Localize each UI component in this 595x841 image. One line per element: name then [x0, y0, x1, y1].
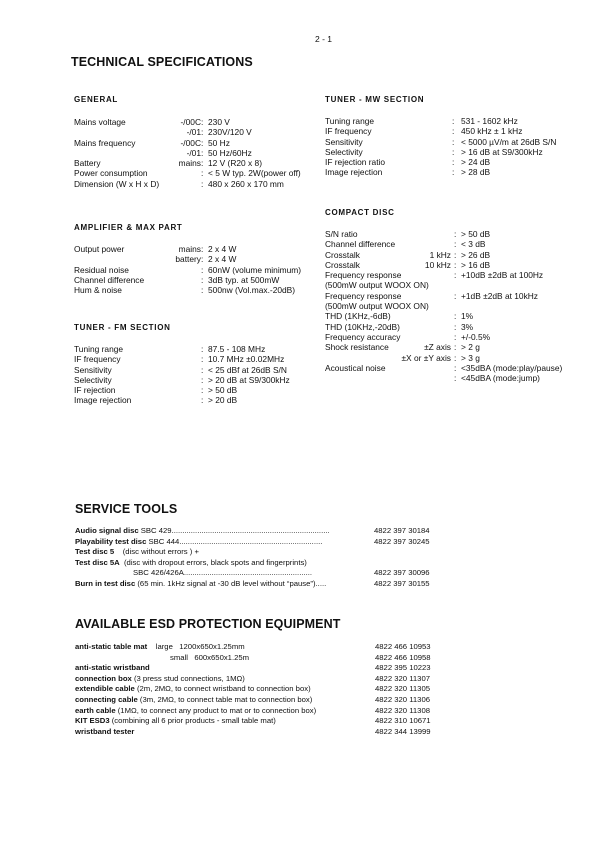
spec-colon: : [201, 137, 204, 148]
amplifier-heading: AMPLIFIER & MAX PART [74, 223, 183, 232]
spec-label: IF frequency [325, 126, 372, 137]
spec-value: 3dB typ. at 500mW [208, 274, 280, 285]
spec-label: IF rejection ratio [325, 157, 386, 168]
spec-value: > 50 dB [461, 229, 491, 239]
esd-description [75, 716, 276, 727]
spec-colon: : [201, 117, 204, 127]
spec-row [325, 353, 575, 363]
spec-label: Power consumption [74, 168, 148, 179]
spec-row [74, 385, 314, 395]
esd-code: 4822 320 11306 [375, 694, 431, 704]
spec-colon: : [454, 229, 457, 239]
esd-description [75, 642, 245, 653]
spec-label: Output power [74, 244, 125, 254]
spec-label: Sensitivity [325, 136, 363, 147]
spec-row [74, 254, 314, 264]
spec-row [74, 138, 314, 148]
spec-colon: : [201, 344, 204, 354]
spec-sub-label: -/00C [180, 137, 201, 148]
spec-value: < 25 dBf at 26dB S/N [208, 364, 287, 375]
spec-value: > 24 dB [461, 157, 491, 168]
spec-row [74, 168, 314, 178]
spec-sub-label: -/01 [186, 127, 201, 138]
spec-row [74, 365, 314, 375]
service-tool-detail: (65 min. 1kHz signal at -30 dB level without “pause”) [135, 578, 316, 588]
page-number: 2 - 1 [315, 34, 333, 44]
esd-description [75, 684, 311, 695]
spec-label: S/N ratio [325, 229, 358, 239]
general-heading: GENERAL [74, 95, 119, 104]
spec-value: 2 x 4 W [208, 254, 237, 265]
esd-description [75, 674, 245, 685]
spec-row [325, 260, 575, 270]
spec-sub-label: ±X or ±Y axis [401, 352, 451, 363]
spec-row [74, 265, 314, 275]
esd-list [75, 642, 545, 737]
spec-label: THD (1KHz,-6dB) [325, 311, 391, 322]
spec-colon: : [454, 239, 457, 250]
spec-label: IF frequency [74, 354, 121, 365]
spec-sub-label: ±Z axis [424, 342, 451, 353]
spec-value: > 3 g [461, 352, 480, 363]
spec-label: Channel difference [325, 239, 396, 250]
spec-colon: : [201, 274, 204, 285]
spec-row [325, 342, 575, 352]
spec-label: Acoustical noise [325, 362, 386, 373]
service-tool-detail: (disc without errors ) + [114, 547, 199, 557]
spec-sub-label: -/01 [186, 147, 201, 158]
spec-colon: : [454, 311, 457, 322]
spec-value: 10.7 MHz ±0.02MHz [208, 354, 285, 365]
spec-label: Image rejection [74, 395, 132, 406]
spec-row [325, 363, 575, 373]
esd-code: 4822 466 10953 [375, 642, 431, 651]
spec-sub-label: -/00C [180, 117, 201, 127]
spec-colon: : [201, 147, 204, 158]
spec-value: 531 - 1602 kHz [461, 116, 518, 126]
service-tool-description [75, 558, 307, 569]
spec-row [74, 285, 314, 295]
esd-description [75, 706, 316, 717]
spec-colon: : [452, 116, 455, 126]
esd-item [75, 642, 545, 653]
spec-row [74, 395, 314, 405]
service-tool-description [75, 547, 199, 558]
spec-value: 500nw (Vol.max.-20dB) [208, 285, 296, 296]
tuner-fm-spec-table [74, 344, 314, 406]
spec-row [74, 244, 314, 254]
service-tool-code: 4822 397 30096 [374, 568, 430, 578]
spec-colon: : [454, 249, 457, 260]
spec-value: > 16 dB at S9/300kHz [461, 146, 543, 157]
spec-value: 480 x 260 x 170 mm [208, 178, 284, 189]
spec-row [325, 291, 575, 301]
spec-value: <45dBA (mode:jump) [461, 373, 540, 384]
spec-colon: : [454, 321, 457, 332]
spec-sub-label: battery [175, 254, 201, 265]
esd-name: earth cable [75, 705, 116, 715]
spec-label: Shock resistance [325, 342, 389, 353]
spec-label: Tuning range [325, 116, 375, 126]
spec-value: 1% [461, 311, 474, 322]
service-tool-description [133, 568, 312, 579]
spec-sub-label: 10 kHz [424, 259, 451, 270]
spec-row [74, 375, 314, 385]
spec-colon: : [201, 385, 204, 396]
compact-disc-heading: COMPACT DISC [325, 208, 395, 217]
spec-label: Mains frequency [74, 137, 136, 148]
spec-row [325, 270, 575, 280]
spec-value: 50 Hz [208, 137, 230, 148]
service-tool-name: Test disc 5 [75, 547, 115, 557]
spec-row [325, 167, 575, 177]
spec-colon: : [201, 127, 204, 138]
esd-item [75, 653, 545, 664]
spec-row [325, 229, 575, 239]
spec-label: Frequency response [325, 270, 402, 281]
spec-row [325, 280, 575, 290]
spec-row [325, 137, 575, 147]
spec-colon: : [201, 285, 204, 296]
service-tool-code: 4822 397 30155 [374, 578, 430, 588]
spec-row [74, 127, 314, 137]
esd-item [75, 716, 545, 727]
esd-item [75, 674, 545, 685]
spec-label: Residual noise [74, 264, 129, 275]
spec-value: > 2 g [461, 342, 480, 353]
spec-row [325, 301, 575, 311]
esd-description [75, 695, 312, 706]
spec-value: 230V/120 V [208, 127, 252, 138]
spec-row [325, 250, 575, 260]
service-tool-detail: SBC 429 [138, 526, 172, 535]
compact-disc-spec-table [325, 229, 575, 383]
esd-name: connection box [75, 673, 132, 683]
esd-description [75, 727, 134, 738]
esd-code: 4822 320 11307 [375, 673, 431, 683]
spec-colon: : [201, 354, 204, 365]
esd-item [75, 695, 545, 706]
spec-value: 3% [461, 321, 474, 332]
esd-item [75, 706, 545, 717]
spec-value: < 5 W typ. 2W(power off) [208, 168, 301, 179]
spec-row [74, 148, 314, 158]
spec-colon: : [454, 362, 457, 373]
spec-value: > 50 dB [208, 385, 238, 396]
esd-name: KIT ESD3 [75, 716, 110, 726]
spec-colon: : [452, 146, 455, 157]
service-tool-name: Audio signal disc [75, 526, 139, 535]
spec-sub-label: 1 kHz [429, 249, 451, 260]
general-spec-table [74, 117, 314, 189]
spec-label: Crosstalk [325, 259, 360, 270]
service-tool-description [75, 537, 322, 548]
spec-value: 87.5 - 108 MHz [208, 344, 266, 354]
spec-row [325, 373, 575, 383]
spec-sub-label: mains [178, 244, 201, 254]
esd-name: connecting cable [75, 694, 138, 704]
spec-value: +1dB ±2dB at 10kHz [461, 290, 538, 301]
service-tools-list [75, 526, 545, 590]
spec-value: 450 kHz ± 1 kHz [461, 126, 523, 137]
leader-dots: .......................................................................... [171, 526, 330, 535]
spec-value: <35dBA (mode:play/pause) [461, 362, 563, 373]
service-tool-name: Burn in test disc [75, 578, 136, 588]
spec-label: THD (10KHz,-20dB) [325, 321, 400, 332]
spec-row [325, 322, 575, 332]
service-tool-item [75, 558, 545, 569]
spec-value: 12 V (R20 x 8) [208, 158, 262, 169]
esd-description [170, 653, 249, 664]
spec-value: < 5000 µV/m at 26dB S/N [461, 136, 557, 147]
spec-colon: : [454, 331, 457, 342]
page-title: TECHNICAL SPECIFICATIONS [71, 55, 253, 69]
spec-value: > 20 dB at S9/300kHz [208, 374, 290, 385]
spec-row [325, 239, 575, 249]
spec-label: Image rejection [325, 167, 383, 178]
spec-row [325, 332, 575, 342]
esd-detail: (combining all 6 prior products - small table mat) [109, 716, 276, 726]
spec-colon: : [201, 244, 204, 254]
esd-name: anti-static wristband [75, 663, 150, 673]
esd-detail: large 1200x650x1.25mm [147, 642, 245, 651]
spec-label: Frequency accuracy [325, 331, 401, 342]
service-tool-item [75, 526, 545, 537]
service-tools-heading: SERVICE TOOLS [75, 502, 178, 516]
spec-colon: : [201, 254, 204, 265]
esd-name: anti-static table mat [75, 642, 148, 651]
service-tool-name: Playability test disc [75, 536, 147, 546]
spec-row [74, 344, 314, 354]
spec-colon: : [454, 270, 457, 281]
spec-label: Selectivity [74, 374, 112, 385]
leader-dots: ..... [315, 578, 327, 588]
service-tool-description [75, 579, 326, 590]
spec-row [325, 311, 575, 321]
esd-description [75, 663, 150, 674]
esd-name: extendible cable [75, 684, 135, 694]
spec-value: > 16 dB [461, 259, 491, 270]
spec-colon: : [201, 264, 204, 275]
spec-value: > 28 dB [461, 167, 491, 178]
tuner-mw-spec-table [325, 116, 575, 178]
esd-code: 4822 466 10958 [375, 652, 431, 662]
spec-row [74, 158, 314, 168]
spec-label: Frequency response [325, 290, 402, 301]
esd-detail: (3m, 2MΩ, to connect table mat to connection box) [137, 694, 313, 704]
leader-dots: ............................................................ [183, 568, 313, 578]
leader-dots: ................................................................... [179, 536, 323, 546]
esd-detail: (3 press stud connections, 1MΩ) [131, 673, 245, 683]
spec-value: 60nW (volume minimum) [208, 264, 302, 275]
esd-code: 4822 320 11308 [375, 705, 431, 715]
service-tool-detail: (disc with dropout errors, black spots and fingerprints) [119, 557, 307, 567]
spec-colon: : [452, 157, 455, 168]
esd-detail: (1MΩ, to connect any product to mat or to connection box) [115, 705, 317, 715]
esd-heading: AVAILABLE ESD PROTECTION EQUIPMENT [75, 617, 341, 631]
esd-item [75, 684, 545, 695]
esd-code: 4822 344 13999 [375, 726, 431, 736]
esd-item [75, 727, 545, 738]
esd-detail: (2m, 2MΩ, to connect wristband to connection box) [134, 684, 311, 694]
spec-label: Dimension (W x H x D) [74, 178, 160, 189]
spec-colon: : [454, 290, 457, 301]
spec-colon: : [454, 373, 457, 384]
esd-name: wristband tester [75, 726, 135, 736]
service-tool-item [75, 537, 545, 548]
spec-colon: : [452, 136, 455, 147]
spec-colon: : [454, 342, 457, 353]
spec-label: Hum & noise [74, 285, 122, 296]
esd-code: 4822 320 11305 [375, 684, 431, 694]
spec-value: 50 Hz/60Hz [208, 147, 252, 158]
spec-row [325, 126, 575, 136]
esd-code: 4822 395 10223 [375, 663, 431, 673]
tuner-mw-heading: TUNER - MW SECTION [325, 95, 425, 104]
spec-label: Selectivity [325, 146, 363, 157]
service-tool-code: 4822 397 30245 [374, 536, 430, 546]
spec-label: Crosstalk [325, 249, 360, 260]
amplifier-spec-table [74, 244, 314, 295]
esd-item [75, 663, 545, 674]
spec-value: 2 x 4 W [208, 244, 237, 254]
spec-label: Channel difference [74, 274, 145, 285]
spec-label: IF rejection [74, 385, 116, 396]
spec-label: Tuning range [74, 344, 124, 354]
spec-colon: : [454, 259, 457, 270]
spec-row [74, 117, 314, 127]
spec-label: (500mW output WOOX ON) [325, 280, 429, 291]
spec-value: +10dB ±2dB at 100Hz [461, 270, 544, 281]
spec-row [74, 179, 314, 189]
service-tool-code: 4822 397 30184 [374, 526, 430, 535]
spec-colon: : [201, 374, 204, 385]
esd-code: 4822 310 10671 [375, 716, 431, 726]
spec-colon: : [201, 168, 204, 179]
spec-row [325, 116, 575, 126]
spec-label: Battery [74, 158, 101, 169]
service-tool-description [75, 526, 330, 537]
spec-row [325, 147, 575, 157]
service-tool-item [75, 579, 545, 590]
service-tool-item [75, 568, 545, 579]
spec-colon: : [454, 352, 457, 363]
spec-row [74, 275, 314, 285]
spec-row [325, 157, 575, 167]
spec-label: (500mW output WOOX ON) [325, 301, 429, 312]
spec-colon: : [452, 167, 455, 178]
esd-detail: small 600x650x1.25m [170, 652, 250, 662]
tuner-fm-heading: TUNER - FM SECTION [74, 323, 171, 332]
spec-value: < 3 dB [461, 239, 486, 250]
spec-value: +/-0.5% [461, 331, 491, 342]
service-tool-detail: SBC 426/426A [133, 568, 184, 578]
spec-label: Sensitivity [74, 364, 112, 375]
service-tool-name: Test disc 5A [75, 557, 120, 567]
spec-colon: : [452, 126, 455, 137]
spec-colon: : [201, 158, 204, 169]
spec-label: Mains voltage [74, 117, 126, 127]
service-tool-item [75, 547, 545, 558]
service-tool-detail: SBC 444 [146, 536, 180, 546]
spec-value: > 26 dB [461, 249, 491, 260]
spec-colon: : [201, 395, 204, 406]
spec-colon: : [201, 178, 204, 189]
spec-row [74, 354, 314, 364]
spec-sub-label: mains [178, 158, 201, 169]
spec-value: > 20 dB [208, 395, 238, 406]
spec-value: 230 V [208, 117, 230, 127]
spec-colon: : [201, 364, 204, 375]
